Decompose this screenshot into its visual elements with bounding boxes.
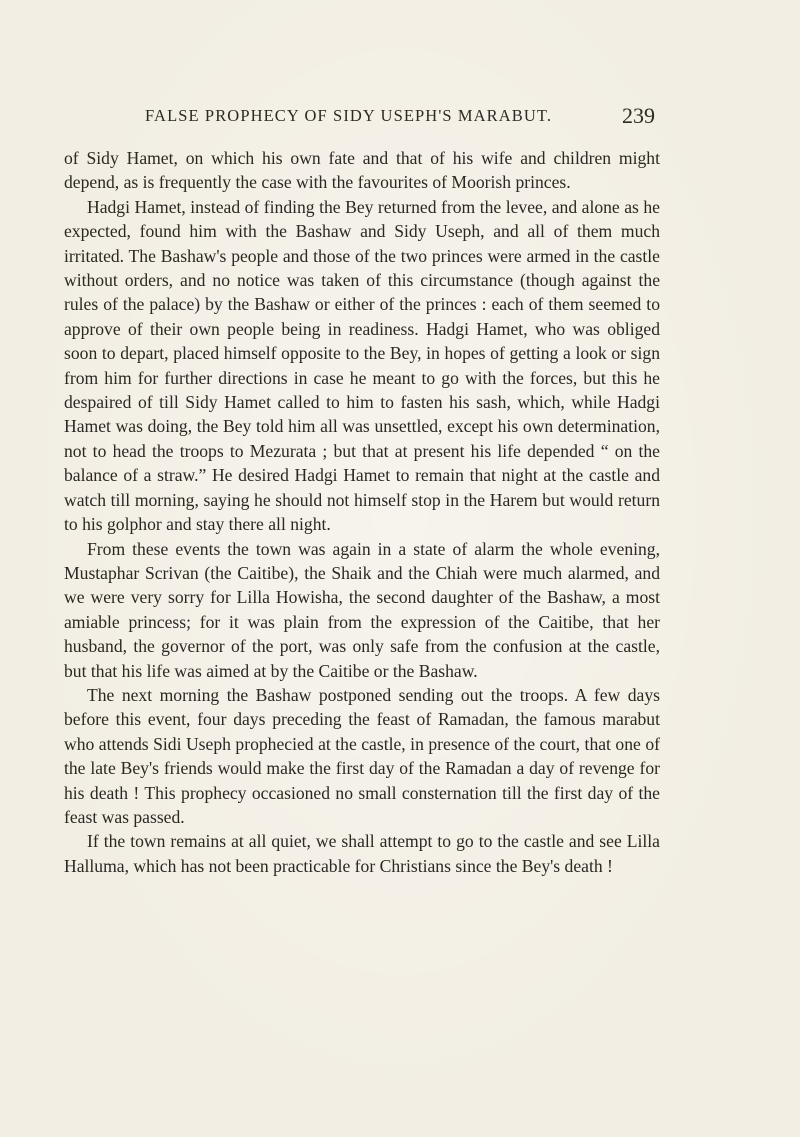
paragraph-castle-visit: If the town remains at all quiet, we shall attempt to go to the castle and see Lilla Halluma, which has not been practicable for Christians since the Bey's death ! — [64, 831, 660, 876]
paragraph-continued: of Sidy Hamet, on which his own fate and that of his wife and children might depend, as is frequently the case with the favourites of Moorish princes. — [64, 148, 660, 193]
running-head: FALSE PROPHECY OF SIDY USEPH'S MARABUT. — [145, 106, 553, 125]
body-text — [64, 146, 660, 878]
paragraph-town-alarm: From these events the town was again in a state of alarm the whole evening, Mustaphar Scrivan (the Caitibe), the Shaik and the Chiah were much alarmed, and we were very sorry for Lilla Howisha, the second daughter of the Bashaw, a most amiable princess; for it was plain from the expression of the Caitibe, that her husband, the governor of the port, was only safe from the confusion at the castle, but that his life was aimed at by the Caitibe or the Bashaw. — [64, 538, 660, 681]
page-number: 239 — [622, 103, 655, 128]
paragraph-prophecy: The next morning the Bashaw postponed sending out the troops. A few days before this event, four days preceding the feast of Ramadan, the famous marabut who attends Sidi Useph prophecied at the castle, in presence of the court, that one of the late Bey's friends would make the first day of the Ramadan a day of revenge for his death ! This prophecy occasioned no small consternation till the first day of the feast was passed. — [64, 684, 660, 827]
page-header — [145, 103, 655, 132]
paragraph-hadgi-hamet: Hadgi Hamet, instead of finding the Bey returned from the levee, and alone as he expected, found him with the Bashaw and Sidy Useph, and all of them much irritated. The Bashaw's people and those of the two princes were armed in the castle without orders, and no notice was taken of this circumstance (though against the rules of the palace) by the Bashaw or either of the princes : each of them seemed to approve of their own people being in readiness. Hadgi Hamet, who was obliged soon to depart, placed himself opposite to the Bey, in hopes of getting a look or sign from him for further directions in case he meant to go with the forces, but this he despaired of till Sidy Hamet called to him to fasten his sash, which, while Hadgi Hamet was doing, the Bey told him all was unsettled, except his own determination, not to head the troops to Mezurata ; but that at present his life depended “ on the balance of a straw.” He desired Hadgi Hamet to remain that night at the castle and watch till morning, saying he should not himself stop in the Harem but would return to his golphor and stay there all night. — [64, 196, 660, 535]
